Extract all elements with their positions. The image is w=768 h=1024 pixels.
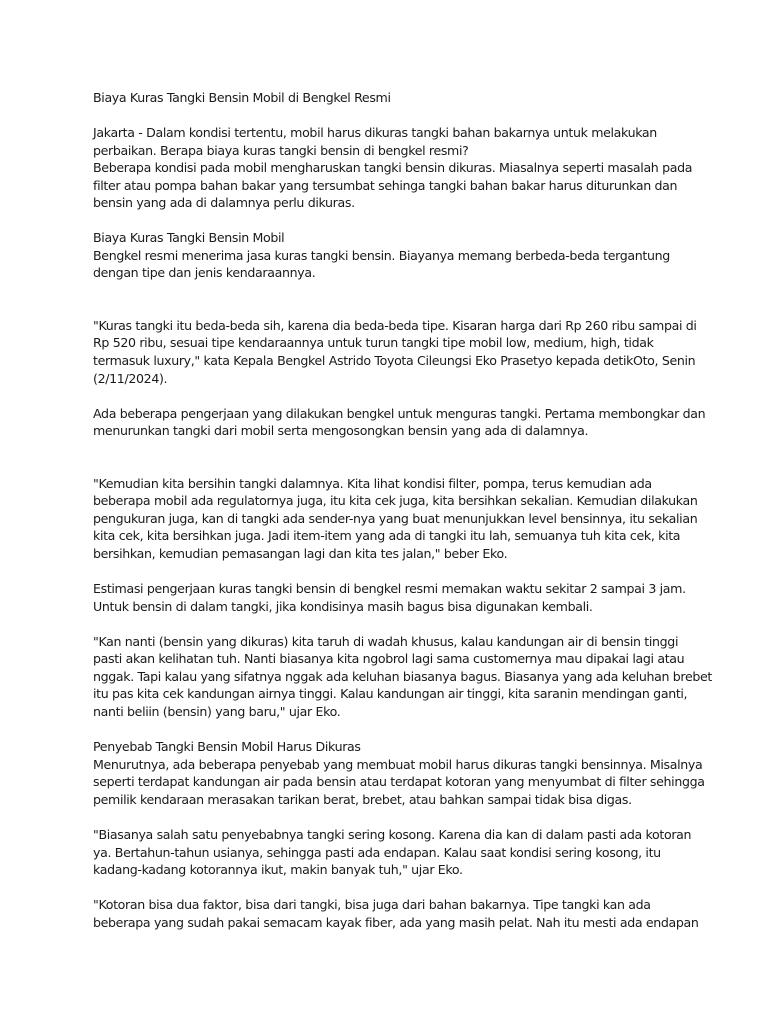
quote-line: pengukuran juga, kan di tangki ada sender-nya yang buat menunjukkan level bensinnya, itu sekalian — [93, 511, 698, 526]
section-heading: Penyebab Tangki Bensin Mobil Harus Dikuras — [93, 739, 361, 754]
text-line: pemilik kendaraan merasakan tarikan berat, brebet, atau bahkan sampai tidak bisa digas. — [93, 792, 632, 807]
quote-line: (2/11/2024). — [93, 371, 168, 386]
section-heading: Biaya Kuras Tangki Bensin Mobil — [93, 230, 285, 245]
quote-line: pasti akan kelihatan tuh. Nanti biasanya kita ngobrol lagi sama customernya mau dipakai lagi atau — [93, 651, 685, 666]
quote-line: "Kotoran bisa dua faktor, bisa dari tangki, bisa juga dari bahan bakarnya. Tipe tangki kan ada — [93, 897, 651, 912]
text-line: menurunkan tangki dari mobil serta mengosongkan bensin yang ada di dalamnya. — [93, 423, 589, 438]
quote-line: nanti beliin (bensin) yang baru," ujar Eko. — [93, 704, 341, 719]
text-line: bensin yang ada di dalamnya perlu dikuras. — [93, 195, 355, 210]
text-line: seperti terdapat kandungan air pada bensin atau terdapat kotoran yang menyumbat di filter sehingga — [93, 774, 705, 789]
quote-line: "Kuras tangki itu beda-beda sih, karena dia beda-beda tipe. Kisaran harga dari Rp 260 ribu sampai di — [93, 318, 697, 333]
text-line: perbaikan. Berapa biaya kuras tangki bensin di bengkel resmi? — [93, 143, 469, 158]
quote-line: kadang-kadang kotorannya ikut, makin banyak tuh," ujar Eko. — [93, 862, 463, 877]
quote-line: "Biasanya salah satu penyebabnya tangki sering kosong. Karena dia kan di dalam pasti ada kotoran — [93, 827, 692, 842]
article-title: Biaya Kuras Tangki Bensin Mobil di Bengkel Resmi — [93, 90, 391, 105]
text-line: Bengkel resmi menerima jasa kuras tangki bensin. Biayanya memang berbeda-beda tergantung — [93, 248, 670, 263]
text-line: dengan tipe dan jenis kendaraannya. — [93, 265, 316, 280]
text-line: Beberapa kondisi pada mobil mengharuskan tangki bensin dikuras. Miasalnya seperti masalah pada — [93, 160, 693, 175]
text-line: Menurutnya, ada beberapa penyebab yang membuat mobil harus dikuras tangki bensinnya. Misalnya — [93, 757, 703, 772]
quote-line: bersihkan, kemudian pemasangan lagi dan kita tes jalan," beber Eko. — [93, 546, 508, 561]
text-line: Untuk bensin di dalam tangki, jika kondisinya masih bagus bisa digunakan kembali. — [93, 599, 593, 614]
text-line: Estimasi pengerjaan kuras tangki bensin di bengkel resmi memakan waktu sekitar 2 sampai 3 jam. — [93, 581, 686, 596]
quote-line: beberapa yang sudah pakai semacam kayak fiber, ada yang masih pelat. Nah itu mesti ada endapan — [93, 915, 699, 930]
quote-line: "Kan nanti (bensin yang dikuras) kita taruh di wadah khusus, kalau kandungan air di bensin tinggi — [93, 634, 679, 649]
quote-line: nggak. Tapi kalau yang sifatnya nggak ada keluhan biasanya bagus. Biasanya yang ada keluhan brebet — [93, 669, 712, 684]
quote-line: beberapa mobil ada regulatornya juga, itu kita cek juga, kita bersihkan sekalian. Kemudian dilakukan — [93, 493, 698, 508]
text-line: Ada beberapa pengerjaan yang dilakukan bengkel untuk menguras tangki. Pertama membongkar dan — [93, 406, 706, 421]
quote-line: Rp 520 ribu, sesuai tipe kendaraannya untuk turun tangki tipe mobil low, medium, high, tidak — [93, 335, 654, 350]
text-line: filter atau pompa bahan bakar yang tersumbat sehinga tangki bahan bakar harus diturunkan dan — [93, 178, 678, 193]
quote-line: kita cek, kita bersihkan juga. Jadi item-item yang ada di tangki itu lah, semuanya tuh kita cek, kita — [93, 528, 681, 543]
quote-line: ya. Bertahun-tahun usianya, sehingga pasti ada endapan. Kalau saat kondisi sering kosong, itu — [93, 845, 661, 860]
text-line: Jakarta - Dalam kondisi tertentu, mobil harus dikuras tangki bahan bakarnya untuk melakukan — [93, 125, 657, 140]
quote-line: "Kemudian kita bersihin tangki dalamnya. Kita lihat kondisi filter, pompa, terus kemudian ada — [93, 476, 652, 491]
quote-line: termasuk luxury," kata Kepala Bengkel Astrido Toyota Cileungsi Eko Prasetyo kepada detikOto, Senin — [93, 353, 696, 368]
quote-line: itu pas kita cek kandungan airnya tinggi. Kalau kandungan air tinggi, kita saranin mendingan ganti, — [93, 686, 688, 701]
